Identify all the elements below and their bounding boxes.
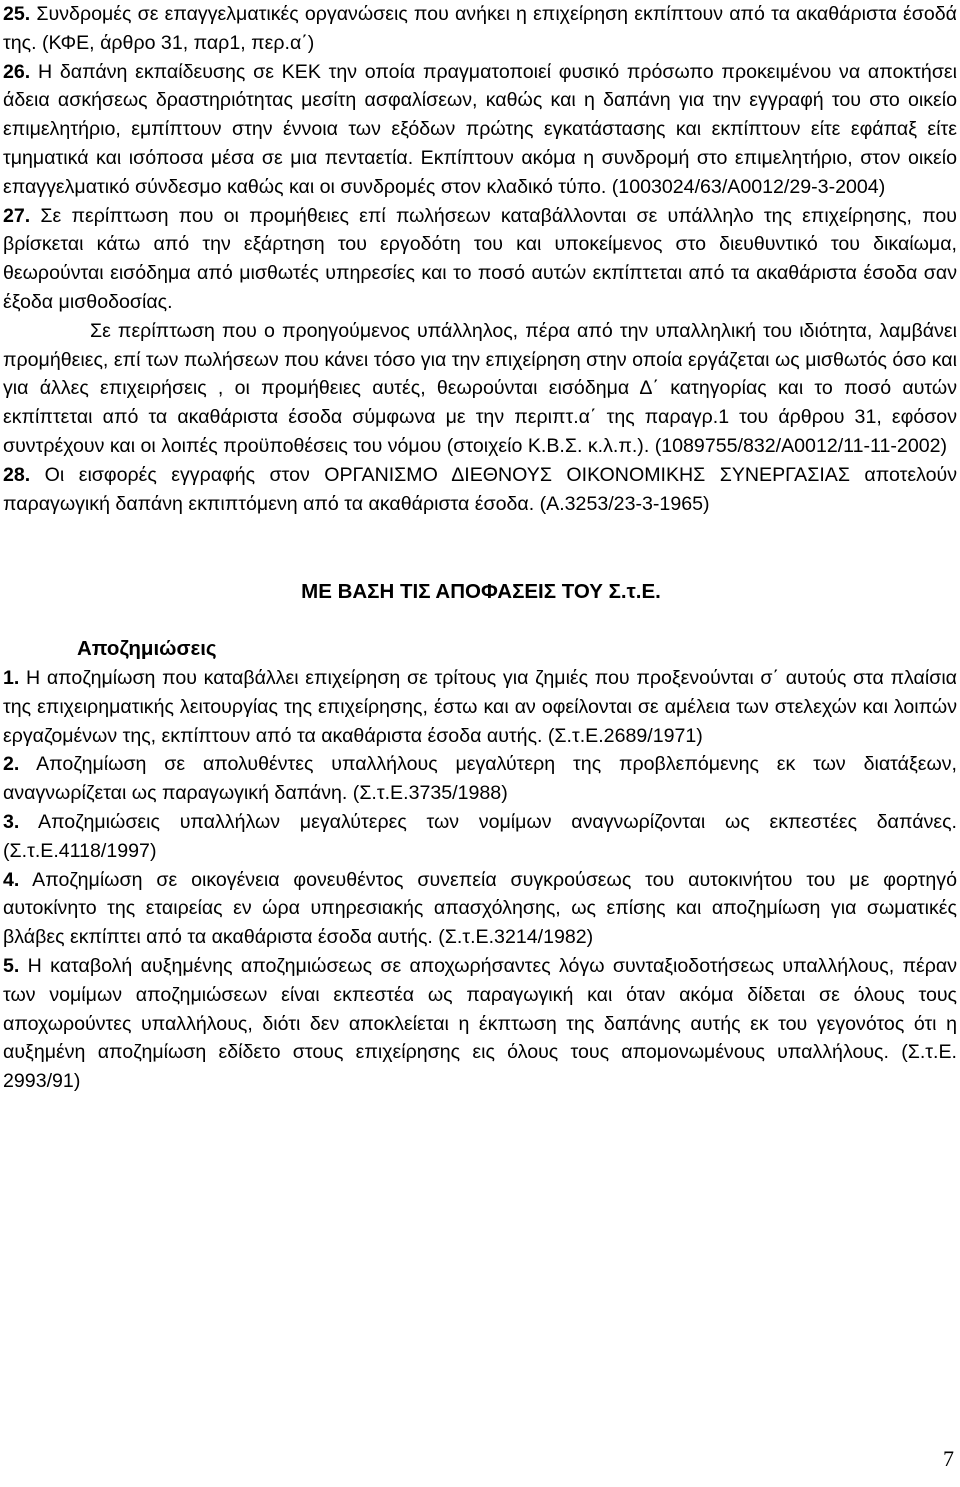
item-text: Αποζημίωση σε απολυθέντες υπαλλήλους μεγαλύτερη της προβλεπόμενης εκ των διατάξεων, αναγνωρίζεται ως παραγωγική δαπάνη. (Σ.τ.Ε.3735/1988)	[3, 753, 957, 805]
item-text: Οι εισφορές εγγραφής στον ΟΡΓΑΝΙΣΜΟ ΔΙΕΘΝΟΥΣ ΟΙΚΟΝΟΜΙΚΗΣ ΣΥΝΕΡΓΑΣΙΑΣ αποτελούν παραγωγική δαπάνη εκπιπτόμενη από τα ακαθάριστα έσοδα. (Α.3253/23-3-1965)	[3, 463, 957, 515]
item-number: 1.	[3, 666, 20, 689]
item-text: Αποζημιώσεις υπαλλήλων μεγαλύτερες των νομίμων αναγνωρίζονται ως εκπεστέες δαπάνες. (Σ.τ.Ε.4118/1997)	[3, 810, 957, 862]
section-heading: ΜΕ ΒΑΣΗ ΤΙΣ ΑΠΟΦΑΣΕΙΣ ΤΟΥ Σ.τ.Ε.	[301, 580, 661, 604]
compensation-item-5	[3, 952, 957, 1096]
item-number: 5.	[3, 954, 20, 977]
item-text: Η δαπάνη εκπαίδευσης σε ΚΕΚ την οποία πραγματοποιεί φυσικό πρόσωπο προκειμένου να αποκτήσει άδεια ασκήσεως δραστηριότητας μεσίτη ασφαλίσεων, καθώς και η δαπάνη για την εγγραφή του στο οικείο επιμελητήριο, εμπίπτουν στην έννοια των εξόδων πρώτης εγκατάστασης και εκπίπτουν είτε εφάπαξ είτε τμηματικά και ισόποσα μέσα σε μια πενταετία. Εκπίπτουν ακόμα η συνδρομή στο επιμελητήριο, στον οικείο επαγγελματικό σύνδεσμο καθώς και οι συνδρομές στον κλαδικό τύπο. (1003024/63/Α0012/29-3-2004)	[3, 60, 957, 198]
paragraph-27	[3, 202, 957, 317]
item-number: 27.	[3, 204, 31, 227]
item-number: 25.	[3, 3, 31, 25]
item-text: Αποζημίωση σε οικογένεια φονευθέντος συνεπεία συγκρούσεως του αυτοκινήτου του με φορτηγό αυτοκίνητο της εταιρείας εν ώρα υπηρεσιακής απασχόλησης, ως επίσης και αποζημίωση για σωματικές βλάβες εκπίπτει από τα ακαθάριστα έσοδα αυτής. (Σ.τ.Ε.3214/1982)	[3, 868, 957, 949]
item-number: 28.	[3, 463, 31, 486]
item-number: 4.	[3, 868, 20, 891]
compensation-item-3	[3, 808, 957, 866]
subheading: Αποζημιώσεις	[77, 637, 217, 661]
paragraph-25	[3, 0, 957, 58]
paragraph-27-continued: Σε περίπτωση που ο προηγούμενος υπάλληλος, πέρα από την υπαλληλική του ιδιότητα, λαμβάνει προμήθειες, επί των πωλήσεων που κάνει τόσο για την επιχείρηση στην οποία εργάζεται ως μισθωτός όσο και για άλλες επιχειρήσεις , οι προμήθειες αυτές, θεωρούνται εισόδημα Δ΄ κατηγορίας και το ποσό αυτών εκπίπτεται από τα ακαθάριστα έσοδα σύμφωνα με την περιπτ.α΄ της παραγρ.1 του άρθρου 31, εφόσον συντρέχουν και οι λοιπές προϋποθέσεις του νόμου (στοιχείο Κ.Β.Σ. κ.λ.π.). (1089755/832/Α0012/11-11-2002)	[3, 319, 957, 457]
compensation-item-4	[3, 866, 957, 952]
paragraph-26	[3, 58, 957, 202]
spacer	[3, 607, 957, 635]
item-text: Συνδρομές σε επαγγελματικές οργανώσεις που ανήκει η επιχείρηση εκπίπτουν από τα ακαθάριστα έσοδά της. (ΚΦΕ, άρθρο 31, παρ1, περ.α΄)	[3, 3, 957, 54]
item-text: Η καταβολή αυξημένης αποζημιώσεως σε αποχωρήσαντες λόγω συνταξιοδοτήσεως υπαλλήλους, πέραν των νομίμων αποζημιώσεων είναι εκπεστέα ως παραγωγική και όταν ακόμα δίδεται σε όλους τους αποχωρούντες υπαλλήλους, διότι δεν αποκλείεται η έκπτωση της δαπάνης αυτής εκ του γεγονότος ότι η αυξημένη αποζημίωση εδίδετο στους επιχείρησης εις όλους τους απομονωμένους υπαλλήλους. (Σ.τ.Ε. 2993/91)	[3, 954, 957, 1093]
item-text: Σε περίπτωση που οι προμήθειες επί πωλήσεων καταβάλλονται σε υπάλληλο της επιχείρησης, που βρίσκεται κάτω από την εξάρτηση του εργοδότη του και υποκείμενος στο διευθυντικό του δικαίωμα, θεωρούνται εισόδημα από μισθωτές υπηρεσίες και το ποσό αυτών εκπίπτεται από τα ακαθάριστα έσοδα σαν έξοδα μισθοδοσίας.	[3, 204, 957, 313]
compensation-item-1	[3, 664, 957, 750]
page-number: 7	[943, 1446, 954, 1471]
item-number: 26.	[3, 60, 31, 83]
compensation-item-2	[3, 750, 957, 808]
paragraph-28	[3, 461, 957, 519]
item-text: Η αποζημίωση που καταβάλλει επιχείρηση σε τρίτους για ζημιές που προξενούνται σ΄ αυτούς στα πλαίσια της επιχειρηματικής λειτουργίας της επιχείρησης, έστω και αν οφείλονται σε αμέλεια των στελεχών και λοιπών εργαζομένων της, εκπίπτουν από τα ακαθάριστα έσοδα αυτής. (Σ.τ.Ε.2689/1971)	[3, 666, 957, 747]
item-number: 2.	[3, 753, 20, 776]
item-number: 3.	[3, 810, 20, 833]
spacer	[3, 518, 957, 578]
